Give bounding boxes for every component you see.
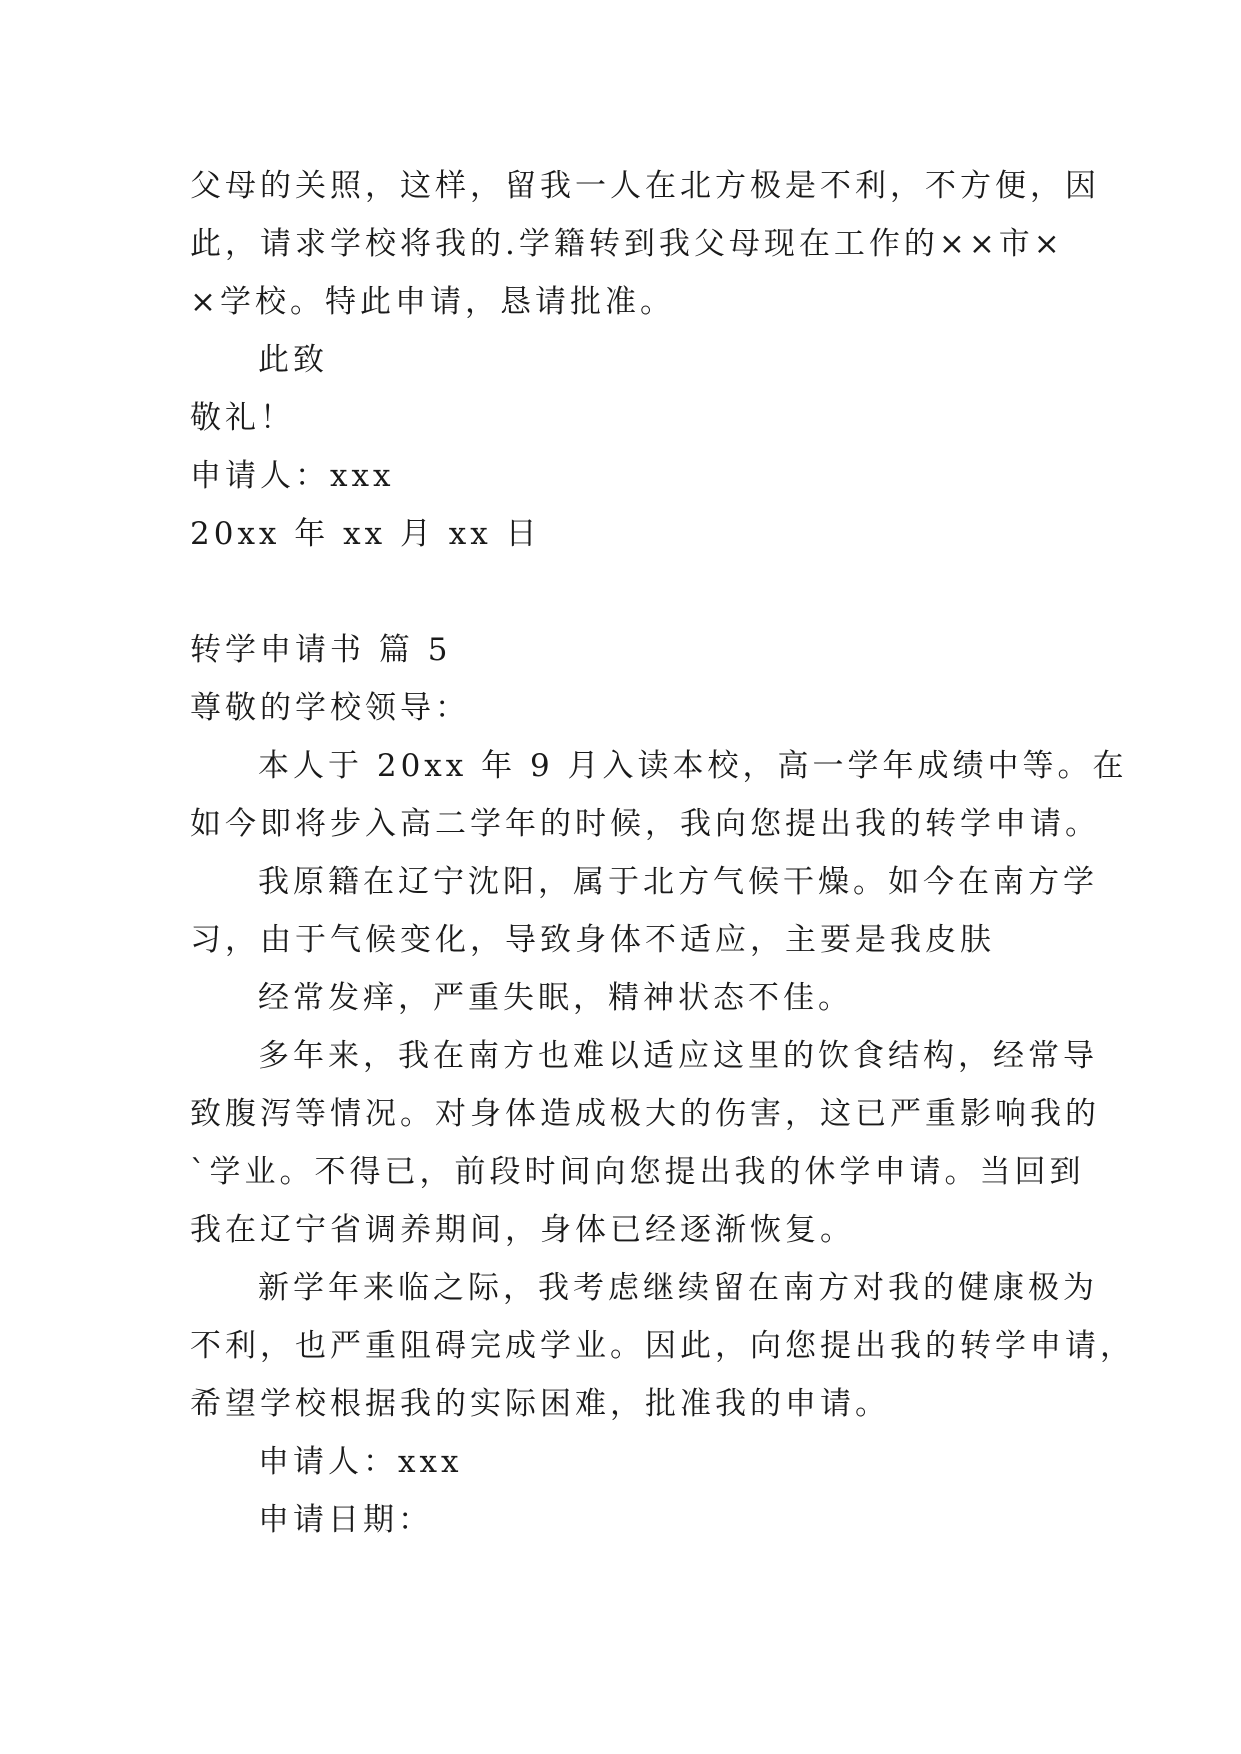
- paragraph-line: 父母的关照，这样，留我一人在北方极是不利，不方便，因: [190, 168, 1100, 204]
- paragraph-line: 此，请求学校将我的.学籍转到我父母现在工作的××市×: [190, 226, 1064, 262]
- paragraph-line: 致腹泻等情况。对身体造成极大的伤害，这已严重影响我的: [190, 1096, 1100, 1132]
- closing-respect: 敬礼！: [190, 400, 295, 436]
- salutation: 尊敬的学校领导：: [190, 690, 470, 726]
- application-date-line: 申请日期：: [258, 1502, 433, 1538]
- section-title: 转学申请书 篇 5: [190, 632, 452, 668]
- applicant-line: 申请人：xxx: [190, 458, 395, 494]
- paragraph-line: 多年来，我在南方也难以适应这里的饮食结构，经常导: [258, 1038, 1098, 1074]
- paragraph-line: 习，由于气候变化，导致身体不适应，主要是我皮肤: [190, 922, 995, 958]
- applicant-line: 申请人：xxx: [258, 1444, 463, 1480]
- paragraph-line: 我原籍在辽宁沈阳，属于北方气候干燥。如今在南方学: [258, 864, 1098, 900]
- closing-salutation: 此致: [258, 342, 328, 378]
- paragraph-line: `学业。不得已，前段时间向您提出我的休学申请。当回到: [190, 1154, 1085, 1190]
- paragraph-line: 我在辽宁省调养期间，身体已经逐渐恢复。: [190, 1212, 855, 1248]
- paragraph-line: 新学年来临之际，我考虑继续留在南方对我的健康极为: [258, 1270, 1098, 1306]
- date-line: 20xx 年 xx 月 xx 日: [190, 516, 541, 552]
- paragraph-line: 希望学校根据我的实际困难，批准我的申请。: [190, 1386, 890, 1422]
- paragraph-line: 经常发痒，严重失眠，精神状态不佳。: [258, 980, 853, 1016]
- paragraph-line: 如今即将步入高二学年的时候，我向您提出我的转学申请。: [190, 806, 1100, 842]
- paragraph-line: ×学校。特此申请，恳请批准。: [190, 284, 675, 320]
- paragraph-line: 不利，也严重阻碍完成学业。因此，向您提出我的转学申请，: [190, 1328, 1135, 1364]
- paragraph-line: 本人于 20xx 年 9 月入读本校，高一学年成绩中等。在: [258, 748, 1128, 784]
